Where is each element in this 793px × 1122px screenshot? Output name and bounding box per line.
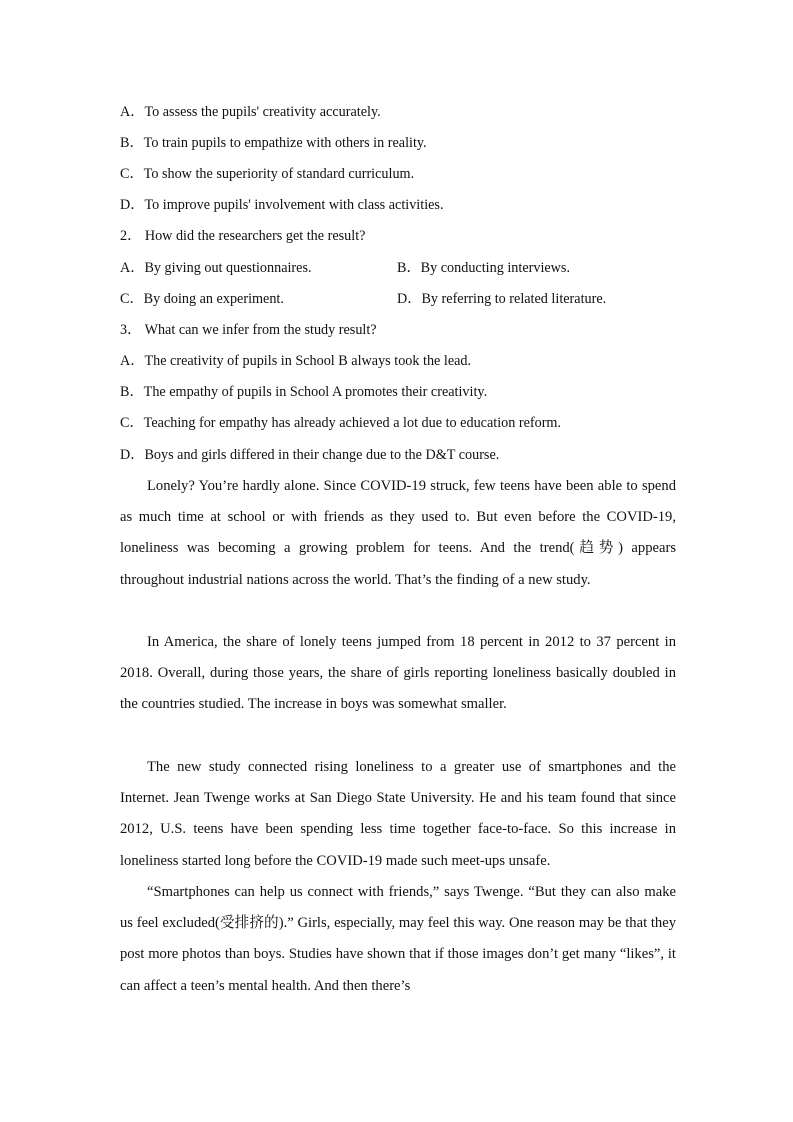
option-text: To improve pupils' involvement with class activities. (144, 197, 444, 213)
option-letter: A． (120, 104, 145, 120)
option-text: To train pupils to empathize with others in reality. (143, 135, 427, 151)
q1-option-c (120, 165, 414, 183)
q3-option-a (120, 352, 471, 370)
q1-option-b (120, 134, 427, 152)
option-text: By referring to related literature. (421, 291, 607, 307)
option-letter: A． (120, 353, 145, 369)
q3-option-d (120, 446, 499, 464)
option-letter: D． (397, 291, 422, 307)
option-text: By conducting interviews. (420, 260, 570, 276)
q3-option-c (120, 414, 561, 432)
option-text: The creativity of pupils in School B always took the lead. (144, 353, 472, 369)
q2-stem: 2． How did the researchers get the result? (120, 228, 366, 244)
passage-paragraph-2: In America, the share of lonely teens jumped from 18 percent in 2012 to 37 percent in 2018. Overall, during those years, the share of girls reporting loneliness basically doubled in the countries studied. The increase in boys was somewhat smaller. (120, 634, 676, 713)
option-letter: C． (120, 415, 144, 431)
option-text: Teaching for empathy has already achieved a lot due to education reform. (143, 415, 562, 431)
option-text: The empathy of pupils in School A promotes their creativity. (143, 384, 488, 400)
option-letter: B． (120, 135, 144, 151)
option-letter: B． (120, 384, 144, 400)
q1-option-a (120, 103, 381, 121)
passage-paragraph-3: The new study connected rising loneliness to a greater use of smartphones and the Internet. Jean Twenge works at San Diego State University. He and his team found that since 2012, U.S. teens have been spending less time together face-to-face. So this increase in loneliness started long before the COVID-19 made such meet-ups unsafe. (120, 759, 676, 869)
passage-paragraph-1: Lonely? You’re hardly alone. Since COVID-19 struck, few teens have been able to spend as much time at school or with friends as they used to. But even before the COVID-19, loneliness was becoming a growing problem for teens. And the trend(趋势) appears throughout industrial nations across the world. That’s the finding of a new study. (120, 478, 676, 588)
option-text: By doing an experiment. (143, 291, 284, 307)
q1-option-d (120, 196, 444, 214)
option-text: To assess the pupils' creativity accurately. (144, 104, 381, 120)
q2-option-b (397, 259, 570, 277)
option-letter: C． (120, 291, 144, 307)
q2-option-row-1 (120, 259, 312, 277)
option-text: Boys and girls differed in their change due to the D&T course. (144, 447, 500, 463)
q3-option-b (120, 383, 487, 401)
option-text: To show the superiority of standard curriculum. (143, 166, 415, 182)
q2-option-a (120, 260, 312, 276)
option-letter: C． (120, 166, 144, 182)
q2-option-c (120, 290, 284, 308)
q3-stem: 3． What can we infer from the study result? (120, 322, 377, 338)
option-text: By giving out questionnaires. (144, 260, 312, 276)
option-letter: D． (120, 197, 145, 213)
option-letter: D． (120, 447, 145, 463)
option-letter: A． (120, 260, 145, 276)
passage-paragraph-4: “Smartphones can help us connect with friends,” says Twenge. “But they can also make us feel excluded(受排挤的).” Girls, especially, may feel this way. One reason may be that they post more photos than boys. Studies have shown that if those images don’t get many “likes”, it can affect a teen’s mental health. And then there’s (120, 884, 676, 994)
q2-option-d (397, 290, 606, 308)
option-letter: B． (397, 260, 421, 276)
